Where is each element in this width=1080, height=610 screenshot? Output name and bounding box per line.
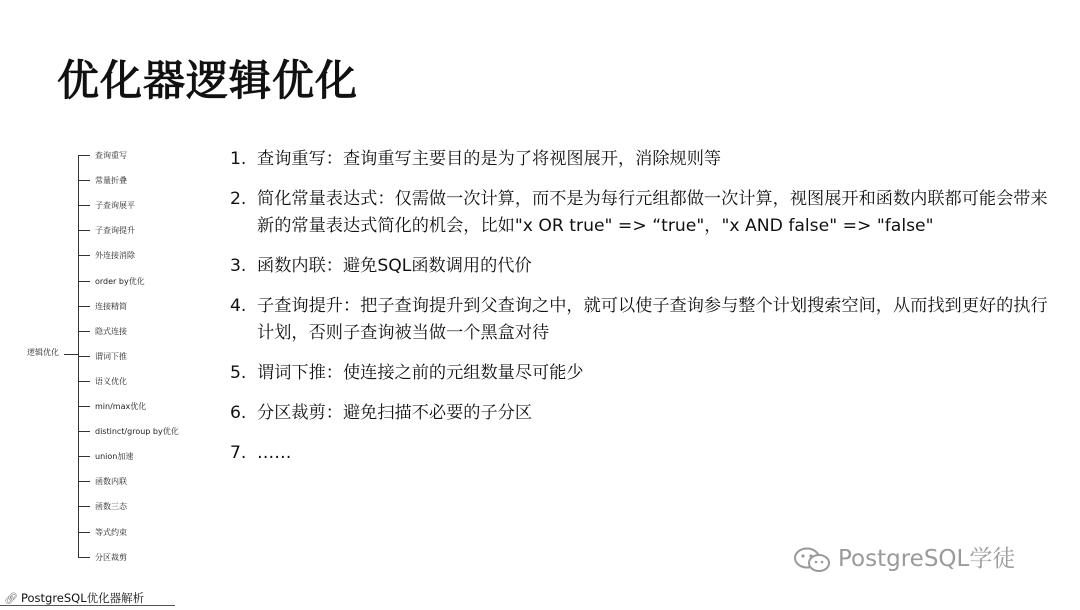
mindmap-branch [78, 230, 90, 231]
mindmap-item [78, 175, 127, 185]
mindmap-branch [78, 331, 90, 332]
mindmap-item [78, 401, 146, 411]
slide-title: 优化器逻辑优化 [57, 56, 359, 105]
mindmap-item [78, 200, 135, 210]
point-text: 函数内联：避免SQL函数调用的代价 [257, 256, 532, 276]
mindmap-item-label: min/max优化 [95, 402, 147, 411]
mindmap-branch [78, 532, 90, 533]
point-number: 6. [230, 403, 247, 423]
mindmap-branch [78, 406, 90, 407]
point-item [230, 186, 1060, 240]
point-number: 3. [230, 256, 247, 276]
mindmap-branch [78, 506, 90, 507]
point-text: 查询重写：查询重写主要目的是为了将视图展开，消除规则等 [257, 149, 722, 169]
point-number: 4. [230, 296, 247, 316]
mindmap-item [78, 150, 127, 160]
point-number: 5. [230, 363, 247, 383]
mindmap-branch [78, 456, 90, 457]
mindmap-item [78, 225, 135, 235]
mindmap-branch [78, 306, 90, 307]
wechat-icon [792, 546, 832, 574]
point-item [230, 400, 1060, 427]
mindmap-item-label: 谓词下推 [95, 351, 127, 361]
mindmap-item [78, 376, 127, 386]
mindmap-item-label: 连接精简 [95, 301, 127, 311]
point-text: 子查询提升：把子查询提升到父查询之中，就可以使子查询参与整个计划搜索空间，从而找到更好的执行计划，否则子查询被当做一个黑盒对待 [257, 296, 1048, 343]
mindmap-item-label: 外连接消除 [95, 251, 135, 261]
mindmap-item-label: 函数三态 [95, 502, 127, 512]
mindmap-branch [78, 155, 90, 156]
mindmap-item-label: 函数内联 [95, 477, 127, 487]
watermark [792, 540, 1015, 574]
mindmap-item-label: 等式约束 [95, 527, 127, 537]
mindmap-branch [78, 281, 90, 282]
mindmap-item [78, 476, 127, 486]
mindmap-branch [78, 557, 90, 558]
mindmap-item [78, 426, 179, 436]
point-number: 7. [230, 443, 247, 463]
mindmap-item-label: 分区裁剪 [95, 552, 127, 562]
mindmap-root-connector [64, 354, 78, 355]
mindmap-item-label: 隐式连接 [95, 326, 127, 336]
mindmap-item-label: 子查询提升 [95, 226, 135, 236]
mindmap-branch [78, 481, 90, 482]
point-item [230, 253, 1060, 280]
point-item [230, 360, 1060, 387]
mindmap-tree [0, 0, 220, 610]
mindmap-item [78, 276, 145, 286]
point-item [230, 440, 1060, 467]
mindmap-item [78, 451, 133, 461]
mindmap-item [78, 250, 135, 260]
mindmap-item-label: 常量折叠 [95, 176, 127, 186]
link-icon: 🔗︎ [4, 592, 18, 605]
mindmap-branch [78, 255, 90, 256]
mindmap-branch [78, 205, 90, 206]
mindmap-item-label: 查询重写 [95, 151, 127, 160]
point-text: 分区裁剪：避免扫描不必要的子分区 [257, 403, 533, 423]
footer-text: PostgreSQL优化器解析 [20, 591, 145, 605]
point-number: 2. [230, 189, 247, 209]
mindmap-root: 逻辑优化 [27, 348, 59, 357]
point-text: 谓词下推：使连接之前的元组数量尽可能少 [257, 363, 584, 383]
point-text: …… [257, 443, 292, 463]
mindmap-item [78, 552, 127, 562]
mindmap-item-label: distinct/group by优化 [95, 427, 179, 437]
mindmap-branch [78, 381, 90, 382]
point-item [230, 293, 1060, 347]
point-text: 简化常量表达式：仅需做一次计算，而不是为每行元组都做一次计算，视图展开和函数内联都可能会带来新的常量表达式简化的机会，比如"x OR true" => “true"，"x AND false" => "false" [257, 189, 1048, 236]
point-number: 1. [230, 149, 247, 169]
mindmap-item [78, 501, 127, 511]
points-list [230, 146, 1060, 480]
mindmap-item [78, 527, 127, 537]
mindmap-branch [78, 356, 90, 357]
mindmap-item-label: 子查询展平 [95, 201, 135, 211]
mindmap-branch [78, 431, 90, 432]
watermark-text: PostgreSQL学徒 [838, 546, 1016, 572]
mindmap-item [78, 326, 127, 336]
point-item [230, 146, 1060, 173]
mindmap-item [78, 301, 127, 311]
mindmap-branch [78, 180, 90, 181]
footer-source[interactable] [4, 590, 144, 606]
mindmap-item-label: 语义优化 [95, 376, 127, 386]
mindmap-item-label: order by优化 [95, 276, 145, 286]
footer-underline [0, 605, 175, 606]
mindmap-item [78, 351, 127, 361]
mindmap-item-label: union加速 [95, 452, 134, 462]
